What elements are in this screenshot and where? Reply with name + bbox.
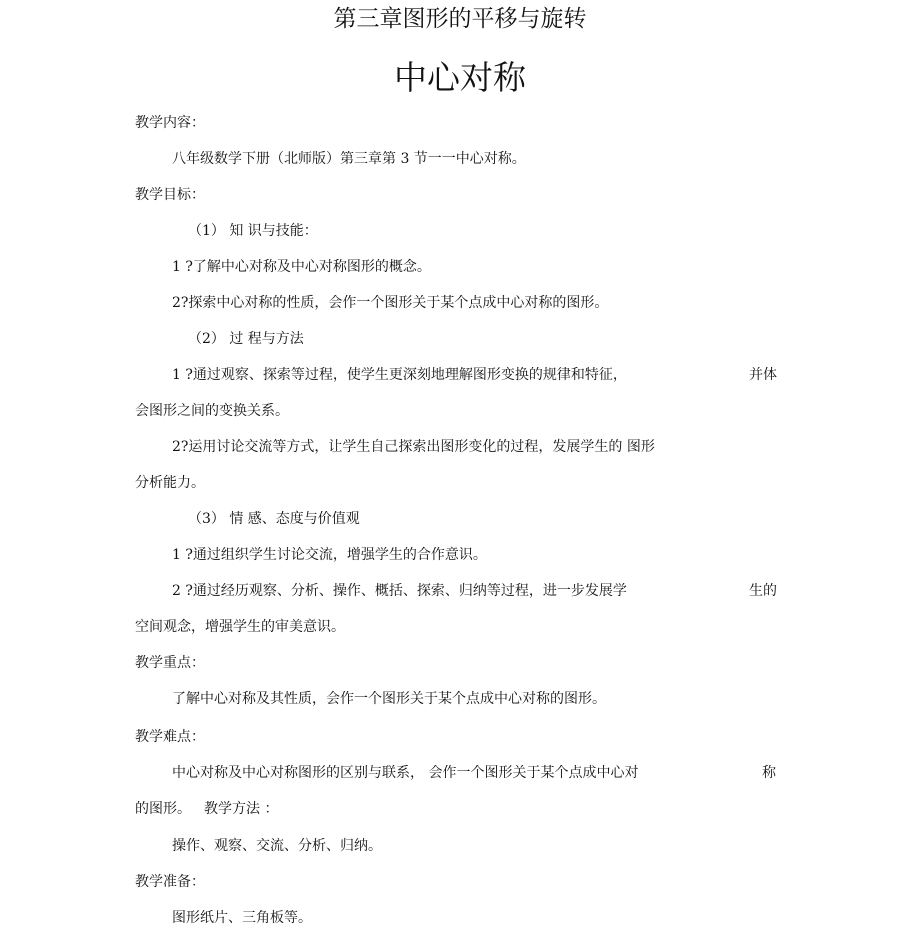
lesson-title: 中心对称 xyxy=(394,58,526,97)
goal-label: 教学目标： xyxy=(135,187,205,203)
key-point-text: 了解中心对称及其性质，会作一个图形关于某个点成中心对称的图形。 xyxy=(172,691,606,707)
chapter-title: 第三章图形的平移与旋转 xyxy=(333,6,587,32)
goal-process-item-2: 2?运用讨论交流等方式，让学生自己探索出图形变化的过程，发展学生的 图形 xyxy=(172,439,655,455)
method-text: 操作、观察、交流、分析、归纳。 xyxy=(172,838,382,854)
content-label: 教学内容： xyxy=(135,115,205,131)
goal-knowledge-heading: （1） 知 识与技能： xyxy=(188,223,318,239)
goal-attitude-item-2-end: 生的 xyxy=(749,583,777,599)
goal-process-item-2-cont: 分析能力。 xyxy=(135,475,205,491)
goal-attitude-heading: （3） 情 感、态度与价值观 xyxy=(188,511,360,527)
content-text: 八年级数学下册（北师版）第三章第 3 节一一中心对称。 xyxy=(172,151,526,167)
goal-process-heading: （2） 过 程与方法 xyxy=(188,331,304,347)
difficulty-text: 中心对称及中心对称图形的区别与联系， 会作一个图形关于某个点成中心对 xyxy=(172,765,639,781)
difficulty-text-cont: 的图形。 xyxy=(135,801,191,817)
difficulty-text-end: 称 xyxy=(762,765,776,781)
difficulty-label: 教学难点： xyxy=(135,729,205,745)
goal-knowledge-item-2: 2?探索中心对称的性质，会作一个图形关于某个点成中心对称的图形。 xyxy=(172,295,609,311)
goal-process-item-1-end: 并体 xyxy=(749,367,777,383)
goal-attitude-item-2: 2 ?通过经历观察、分析、操作、概括、探索、归纳等过程，进一步发展学 xyxy=(172,583,627,599)
goal-attitude-item-1: 1 ?通过组织学生讨论交流，增强学生的合作意识。 xyxy=(172,547,487,563)
key-point-label: 教学重点： xyxy=(135,655,205,671)
preparation-text: 图形纸片、三角板等。 xyxy=(172,910,312,926)
method-label: 教学方法 ： xyxy=(204,801,279,817)
goal-knowledge-item-1: 1 ?了解中心对称及中心对称图形的概念。 xyxy=(172,259,431,275)
goal-attitude-item-2-cont: 空间观念，增强学生的审美意识。 xyxy=(135,619,345,635)
goal-process-item-1: 1 ?通过观察、探索等过程，使学生更深刻地理解图形变换的规律和特征， xyxy=(172,367,627,383)
goal-process-item-1-cont: 会图形之间的变换关系。 xyxy=(135,403,289,419)
preparation-label: 教学准备： xyxy=(135,874,205,890)
